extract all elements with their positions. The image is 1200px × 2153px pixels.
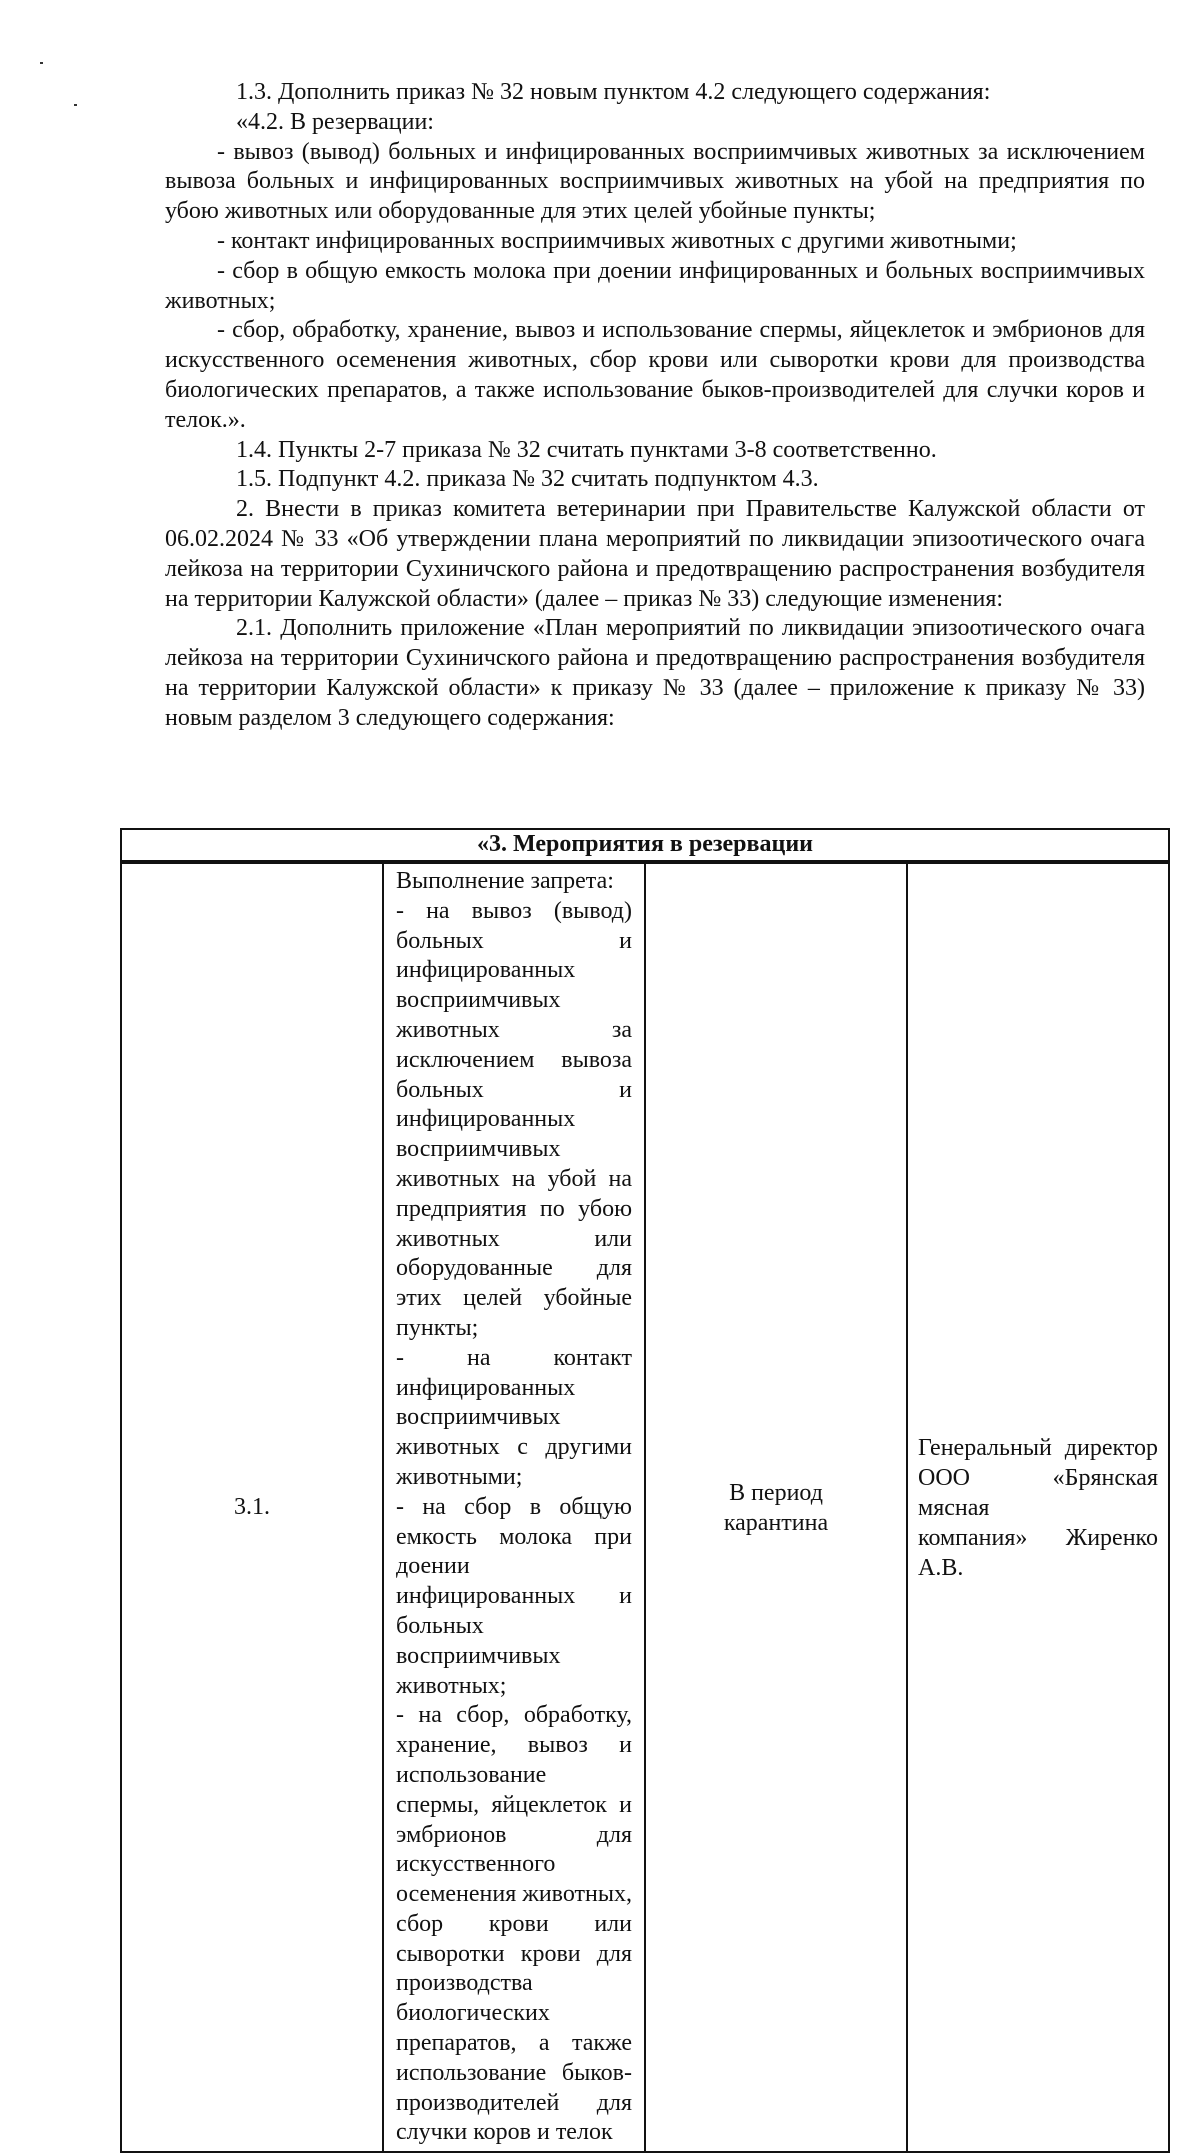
paragraph-ban-contact: - контакт инфицированных восприимчивых животных с другими животными; <box>217 227 1017 254</box>
row-description <box>383 862 645 2152</box>
description-line: - на сбор в общую емкость молока при доении инфицированных и больных восприимчивых животных; <box>396 1493 632 1699</box>
paragraph-1-5: 1.5. Подпункт 4.2. приказа № 32 считать подпунктом 4.3. <box>236 466 819 493</box>
scan-speck <box>74 104 77 106</box>
measures-table <box>120 828 1170 2153</box>
paragraph-ban-removal: - вывоз (вывод) больных и инфицированных восприимчивых животных за исключением вывоза больных и инфицированных восприимчивых животных на убой на предприятия по убою животных или оборудованные для этих целей убойные пункты; <box>165 138 1145 225</box>
row-term <box>645 862 907 2152</box>
paragraph-ban-milk: - сбор в общую емкость молока при доении инфицированных и больных восприимчивых животных; <box>165 257 1145 314</box>
responsible-line: ООО «Брянская мясная <box>918 1464 1158 1521</box>
row-responsible <box>907 862 1169 2152</box>
paragraph-1-4: 1.4. Пункты 2-7 приказа № 32 считать пунктами 3-8 соответственно. <box>236 436 937 463</box>
paragraph-4-2-heading: «4.2. В резервации: <box>236 108 434 135</box>
description-line: - на контакт инфицированных восприимчивых животных с другими животными; <box>396 1344 632 1490</box>
paragraph-ban-sperm: - сбор, обработку, хранение, вывоз и использование спермы, яйцеклеток и эмбрионов для искусственного осеменения животных, сбор крови или сыворотки крови для производства биологических препаратов, а также использование быков-производителей для случки коров и телок.». <box>165 317 1145 433</box>
table-row <box>121 862 1169 2152</box>
paragraph-2-1: 2.1. Дополнить приложение «План мероприятий по ликвидации эпизоотического очага лейкоза на территории Сухиничского района и предотвращению распространения возбудителя на территории Калужской области» к приказу № 33 (далее – приложение к приказу № 33) новым разделом 3 следующего содержания: <box>165 615 1145 731</box>
term-line: карантина <box>723 1509 829 1536</box>
table-heading-row <box>121 829 1169 862</box>
description-line: - на вывоз (вывод) больных и инфицированных восприимчивых животных за исключением вывоза больных и инфицированных восприимчивых животных на убой на предприятия по убою животных или оборудованные для этих целей убойные пункты; <box>396 897 632 1341</box>
responsible-line: Генеральный директор <box>918 1434 1158 1461</box>
scan-speck <box>40 62 43 64</box>
responsible-line: компания» Жиренко А.В. <box>918 1524 1158 1581</box>
table-heading: «3. Мероприятия в резервации <box>121 829 1169 862</box>
description-line: - на сбор, обработку, хранение, вывоз и использование спермы, яйцеклеток и эмбрионов для искусственного осеменения животных, сбор крови или сыворотки крови для производства биологических препаратов, а также использование быков-производителей для случки коров и телок <box>396 1702 632 2146</box>
body-text <box>165 78 1145 734</box>
paragraph-1-3: 1.3. Дополнить приказ № 32 новым пунктом 4.2 следующего содержания: <box>236 79 991 105</box>
row-number: 3.1. <box>121 862 383 2152</box>
term-line: В период <box>729 1479 823 1506</box>
paragraph-2: 2. Внести в приказ комитета ветеринарии при Правительстве Калужской области от 06.02.2024 № 33 «Об утверждении плана мероприятий по ликвидации эпизоотического очага лейкоза на территории Сухиничского района и предотвращению распространения возбудителя на территории Калужской области» (далее – приказ № 33) следующие изменения: <box>165 496 1145 612</box>
description-line: Выполнение запрета: <box>396 868 614 894</box>
